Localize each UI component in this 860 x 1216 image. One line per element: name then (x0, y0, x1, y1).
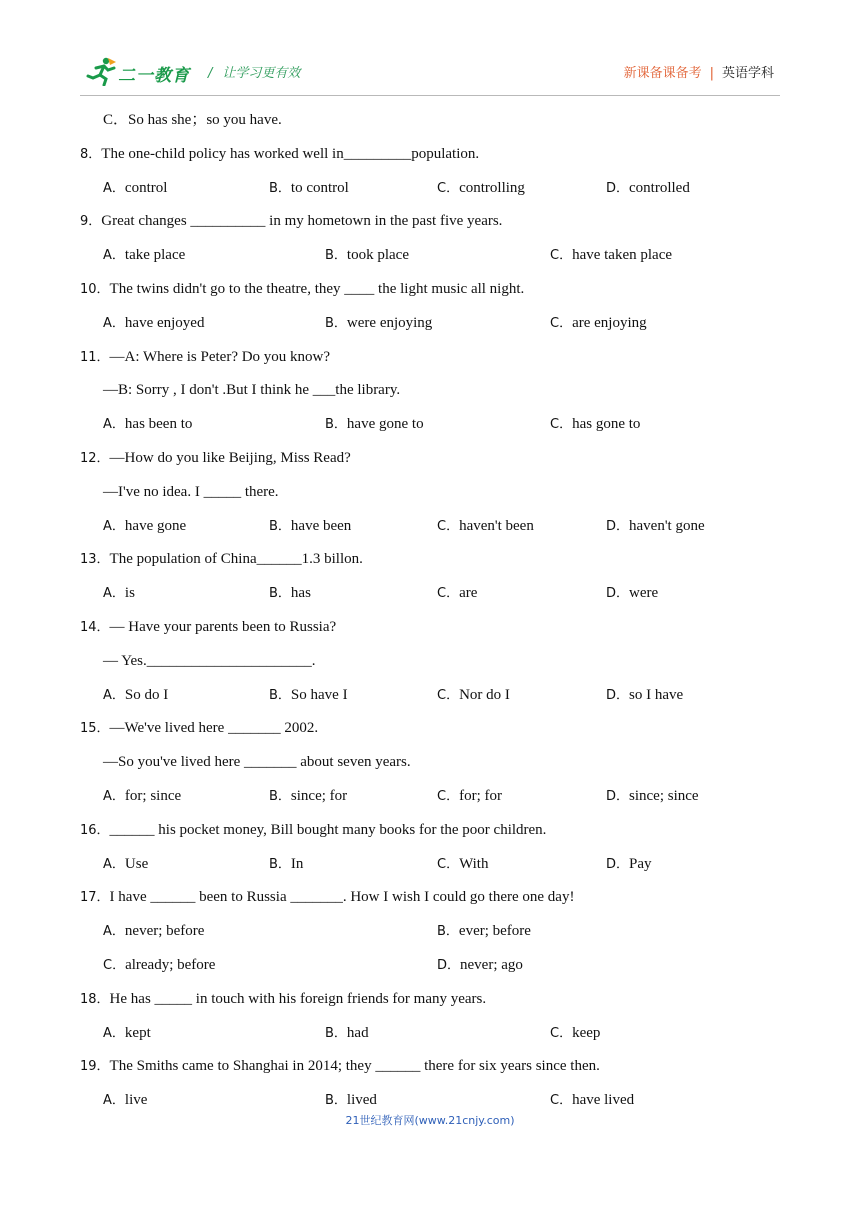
option-letter: A． (103, 180, 125, 196)
header-divider (80, 95, 780, 96)
option-text: haven't gone (629, 517, 705, 534)
option-text: for; for (459, 787, 502, 804)
answer-options (80, 408, 780, 442)
answer-option (437, 172, 525, 206)
question-stem (80, 273, 780, 307)
question-stem (80, 611, 780, 645)
answer-option (103, 172, 167, 206)
option-letter: D． (606, 518, 630, 534)
answer-option (437, 577, 477, 611)
option-text: so I have (629, 686, 684, 703)
option-letter: D． (606, 180, 630, 196)
dialogue-line: —So you've lived here _______ about seven years. (103, 754, 411, 771)
option-text: Use (124, 855, 149, 872)
slogan: / 让学习更有效 (208, 66, 301, 81)
answer-option (437, 915, 531, 949)
header-right (624, 62, 774, 81)
option-letter: B． (325, 315, 347, 331)
option-text: lived (346, 1092, 377, 1109)
option-text: take place (124, 247, 186, 264)
option-text: controlled (629, 179, 690, 196)
answer-options (80, 780, 780, 814)
option-letter: A． (103, 687, 125, 703)
option-text: took place (346, 247, 409, 264)
option-letter: A． (103, 586, 125, 602)
option-text: With (459, 855, 489, 872)
answer-options (80, 949, 780, 983)
option-text: have lived (572, 1092, 635, 1109)
option-letter: C． (437, 856, 460, 872)
logo-text: 二一教育 (118, 66, 190, 86)
question-stem (80, 543, 780, 577)
question-number: 17． (80, 890, 110, 906)
option-text: ever; before (458, 923, 531, 940)
option-letter: C． (437, 518, 460, 534)
option-letter: C． (437, 788, 460, 804)
answer-option (103, 577, 135, 611)
option-letter: C． (437, 586, 460, 602)
answer-option (103, 679, 168, 713)
answer-option (103, 510, 186, 544)
answer-option (550, 307, 647, 341)
answer-option (103, 780, 181, 814)
option-letter: B． (269, 180, 291, 196)
answer-option (269, 780, 347, 814)
question-number: 14． (80, 619, 110, 635)
answer-options (80, 172, 780, 206)
answer-option (269, 679, 348, 713)
option-text: already; before (125, 956, 216, 973)
option-text: were (629, 585, 659, 602)
answer-option (606, 510, 705, 544)
answer-option (269, 848, 303, 882)
option-text: So have I (290, 686, 348, 703)
answer-options (80, 848, 780, 882)
answer-option (269, 172, 349, 206)
answer-options (80, 510, 780, 544)
answer-options (80, 915, 780, 949)
option-letter: B． (325, 248, 347, 264)
question-stem (80, 881, 780, 915)
question-stem (80, 983, 780, 1017)
answer-option (103, 949, 215, 983)
answer-options (80, 679, 780, 713)
option-text: have enjoyed (124, 314, 205, 331)
dialogue-line: —I've no idea. I _____ there. (103, 483, 279, 500)
option-text: were enjoying (346, 314, 433, 331)
option-letter: D． (606, 586, 630, 602)
option-text: have taken place (572, 247, 673, 264)
option-text: is (124, 585, 135, 602)
option-letter: B． (269, 687, 291, 703)
header-subject: 英语学科 (721, 66, 774, 81)
option-text: In (290, 855, 304, 872)
question-stem (80, 205, 780, 239)
answer-option (103, 915, 204, 949)
option-letter: C． (550, 1093, 573, 1109)
option-text: never; before (124, 923, 205, 940)
option-letter: D． (606, 856, 630, 872)
option-text: Pay (629, 855, 652, 872)
option-letter: B． (269, 856, 291, 872)
question-list (80, 104, 780, 1118)
option-letter: A． (103, 518, 125, 534)
option-letter: A． (103, 788, 125, 804)
answer-option (103, 307, 204, 341)
answer-option (325, 408, 424, 442)
question-number: 15． (80, 721, 110, 737)
answer-options (80, 239, 780, 273)
question-number: 16． (80, 822, 110, 838)
answer-option (606, 848, 652, 882)
question-text: The one-child policy has worked well in_________population. (101, 145, 480, 162)
answer-option (269, 577, 311, 611)
option-letter: C． (103, 957, 126, 973)
answer-option (103, 1017, 151, 1051)
question-stem (80, 712, 780, 746)
option-letter: C． (550, 315, 573, 331)
option-letter: D． (606, 687, 630, 703)
option-letter: C． (550, 417, 573, 433)
option-text: for; since (124, 787, 182, 804)
answer-option (437, 510, 534, 544)
option-text: live (124, 1092, 148, 1109)
option-text: has been to (124, 416, 193, 433)
option-text: to control (290, 179, 349, 196)
question-text: The twins didn't go to the theatre, they ____ the light music all night. (109, 280, 525, 297)
question-number: 11． (80, 349, 110, 365)
option-text: are (459, 585, 478, 602)
question-stem (80, 138, 780, 172)
option-text: are enjoying (572, 314, 647, 331)
question-number: 12． (80, 450, 110, 466)
answer-option (606, 577, 658, 611)
option-text: have gone to (346, 416, 424, 433)
answer-option (103, 408, 192, 442)
question-number: 13． (80, 552, 110, 568)
page-header (80, 54, 780, 94)
option-text: have been (290, 517, 352, 534)
option-letter: B． (269, 788, 291, 804)
option-text: keep (572, 1024, 601, 1041)
option-text: controlling (459, 179, 525, 196)
option-letter: C． (437, 687, 460, 703)
option-text: has (290, 585, 311, 602)
dialogue-line: —B: Sorry , I don't .But I think he ___the library. (103, 382, 401, 399)
option-letter: B． (325, 417, 347, 433)
answer-options (80, 307, 780, 341)
question-stem (80, 341, 780, 375)
option-text: has gone to (572, 416, 641, 433)
header-separator: | (709, 66, 714, 81)
option-letter: B． (437, 924, 459, 940)
question-number: 9． (80, 214, 102, 230)
option-letter: A． (103, 924, 125, 940)
question-text: ______ his pocket money, Bill bought many books for the poor children. (109, 821, 547, 838)
option-letter: B． (269, 518, 291, 534)
option-text: control (124, 179, 168, 196)
question-text: — Have your parents been to Russia? (109, 618, 337, 635)
option-text: haven't been (459, 517, 534, 534)
question-text: I have ______ been to Russia _______. How I wish I could go there one day! (109, 889, 575, 906)
question-text: Great changes __________ in my hometown in the past five years. (101, 213, 503, 230)
dialogue-line: C．So has she；so you have. (103, 112, 282, 128)
page-footer: 21世纪教育网(www.21cnjy.com) (345, 1114, 515, 1127)
option-text: Nor do I (459, 686, 510, 703)
answer-option (269, 510, 351, 544)
question-stem (80, 814, 780, 848)
question-text: The population of China______1.3 billon. (109, 551, 363, 568)
question-stem (80, 1050, 780, 1084)
answer-option (325, 307, 432, 341)
question-stem (80, 442, 780, 476)
option-text: never; ago (460, 956, 523, 973)
answer-option (325, 239, 409, 273)
answer-option (606, 780, 699, 814)
answer-options (80, 577, 780, 611)
answer-option (325, 1017, 369, 1051)
question-text: —How do you like Beijing, Miss Read? (109, 449, 351, 466)
answer-option (103, 239, 185, 273)
question-number: 10． (80, 281, 110, 297)
option-letter: C． (437, 180, 460, 196)
question-text: —We've lived here _______ 2002. (109, 720, 319, 737)
runner-logo-icon (84, 56, 118, 86)
answer-options (80, 1017, 780, 1051)
question-number: 8． (80, 146, 102, 162)
option-letter: D． (606, 788, 630, 804)
option-text: had (346, 1024, 369, 1041)
option-letter: A． (103, 417, 125, 433)
answer-option (437, 679, 510, 713)
answer-option (550, 239, 672, 273)
option-letter: A． (103, 315, 125, 331)
option-letter: C． (550, 1025, 573, 1041)
answer-option (550, 408, 640, 442)
answer-option (606, 679, 683, 713)
question-text: —A: Where is Peter? Do you know? (109, 348, 331, 365)
option-letter: C． (550, 248, 573, 264)
option-letter: D． (437, 957, 461, 973)
dialogue-line: — Yes.______________________. (103, 652, 316, 669)
question-number: 18． (80, 991, 110, 1007)
header-course-title: 新课备课备考 (623, 66, 702, 81)
option-text: since; since (629, 787, 699, 804)
option-letter: A． (103, 856, 125, 872)
option-letter: A． (103, 1093, 125, 1109)
option-letter: B． (325, 1093, 347, 1109)
option-letter: A． (103, 248, 125, 264)
option-text: have gone (124, 517, 187, 534)
answer-option (437, 949, 523, 983)
option-letter: B． (269, 586, 291, 602)
answer-option (437, 780, 502, 814)
option-letter: B． (325, 1025, 347, 1041)
answer-option (103, 848, 148, 882)
option-text: So do I (124, 686, 169, 703)
question-number: 19． (80, 1059, 110, 1075)
option-letter: A． (103, 1025, 125, 1041)
option-text: since; for (290, 787, 348, 804)
question-text: He has _____ in touch with his foreign friends for many years. (109, 990, 487, 1007)
answer-option (550, 1017, 600, 1051)
slogan-text: 让学习更有效 (222, 66, 301, 81)
question-text: The Smiths came to Shanghai in 2014; they ______ there for six years since then. (109, 1058, 600, 1075)
answer-option (606, 172, 690, 206)
answer-option (437, 848, 488, 882)
option-text: kept (124, 1024, 151, 1041)
